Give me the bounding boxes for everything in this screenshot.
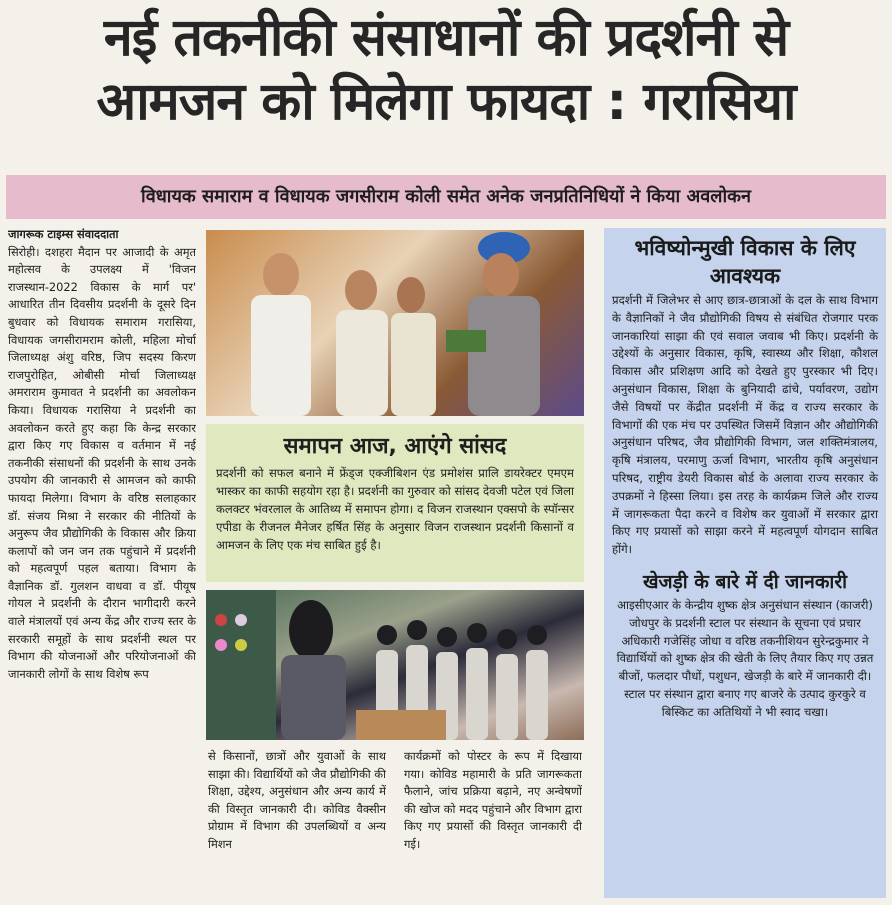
headline-line-1: नई तकनीकी संसाधानों की प्रदर्शनी से <box>103 8 789 68</box>
future-box-body: प्रदर्शनी में जिलेभर से आए छात्र-छात्राओं के दल के साथ विभाग के वैज्ञानिकों ने जैव प्रौद्योगिकी विषय से संबंधित रोजगार परक जानकारियां साझा की एवं सवाल जवाब भी किए। प्रदर्शनी के उद्देश्यों के अनुसार विकास, कृषि, स्वास्थ्य और शिक्षा, कौशल विकास और प्रशिक्षण आदि को देखते हुए पुरस्कार भी दिए। अनुसंधान विकास, शिक्षा के बुनियादी ढांचे, पर्यावरण, उद्योग जैसे विषयों पर केंद्रीत प्रदर्शनी में केंद्र व राज्य सरकार के विभागों की एक मंच पर उपस्थित जिसमें विज्ञान और औद्योगिकी अनुसंधान परिषद, जैव प्रौद्योगिकी विभाग, जल शक्तिमंत्रालय, कृषि मंत्रालय, परमाणु ऊर्जा विभाग, भारतीय कृषि अनुसंधान परिषद, राष्ट्रीय डेयरी विकास बोर्ड के अलावा राज्य सरकार के उपक्रमों ने हिस्सा लिया। इस तरह के कार्यक्रम जिले और राज्य में जागरूकता पैदा करने व विशेष कर युवाओं में सरकार द्वारा किए गए प्रयासों को साझा करने में महत्वपूर्ण योगदान साबित होंगे। <box>612 293 878 557</box>
closing-ceremony-box <box>206 424 584 582</box>
middle-column-b: कार्यक्रमों को पोस्टर के रूप में दिखाया गया। कोविड महामारी के प्रति जागरूकता फैलाने, जांच प्रक्रिया बढ़ाने, नए अन्वेषणों की खोज को मदद पहुंचाने और विभाग द्वारा किए गए प्रयासों की विस्तृत जानकारी दी गई। <box>404 749 582 851</box>
byline: जागरूक टाइम्स संवाददाता <box>8 227 119 241</box>
future-box-title: भविष्योन्मुखी विकास के लिए आवश्यक <box>634 236 856 288</box>
khejri-body: आइसीएआर के केन्द्रीय शुष्क क्षेत्र अनुसंधान संस्थान (काजरी) जोधपुर के प्रदर्शनी स्टाल पर संस्थान के सूचना एवं प्रचार अधिकारी गजेसिंह जोधा व वरिष्ठ तकनीशियन सुरेन्द्रकुमार ने विद्यार्थियों को शुष्क क्षेत्र की खेती के लिए तैयार किए गए उन्नत बीजों, फलदार पौधों, पशुधन, खेजड़ी के बारे में जानकारी दी। स्टाल पर संस्थान द्वारा बनाए गए बाजरे के उत्पाद कुरकुरे व बिस्किट का अतिथियों ने भी स्वाद चखा। <box>616 597 874 719</box>
photo-students-at-stall <box>206 590 584 740</box>
left-column-body: सिरोही। दशहरा मैदान पर आजादी के अमृत महोत्सव के उपलक्ष्य में 'विजन राजस्थान-2022 विकास के मार्ग पर' आधारित तीन दिवसीय प्रदर्शनी के दूसरे दिन बुधवार को विधायक समाराम गरासिया, विधायक जगसीरामराम कोली, महिला मोर्चा जिलाध्यक्ष अंशु वरिष्ठ, जिप सदस्य किरण राजपुरोहित, ओबीसी मोर्चा जिलाध्यक्ष अमराराम कुमावत ने प्रदर्शनी का अवलोकन किया। विधायक गरासिया ने प्रदर्शनी का अवलोकन करते हुए कहा कि केन्द्र सरकार द्वारा किए गए विकास व वर्तमान में नई तकनीकी संसाधनों की प्रदर्शनी के साथ उनके उपयोग की जानकारी से आमजन को काफी फायदा मिलेगा। विभाग के वरिष्ठ सलाहकार डॉ. संजय मिश्रा ने सरकार की नीतियों के अनुरूप जैव प्रौद्योगिकी के विकास और क्रिया कलापों को जन जन तक पहुंचाने में प्रदर्शनी को महत्वपूर्ण पहल बताया। विभाग के वैज्ञानिक डॉ. गुलशन वाधवा व डॉ. पीयूष गोयल ने प्रदर्शनी के दौरान भागीदारी करने वाले मंत्रालयों एवं अन्य केंद्र और राज्य स्तर के सरकारी समूहों के साथ प्रदर्शनी स्थल पर विभाग की योजनाओं और परियोजनाओं की जानकारी लोगों के साथ विशेष रूप <box>8 244 196 681</box>
middle-column-a: से किसानों, छात्रों और युवाओं के साथ साझा की। विद्यार्थियों को जैव प्रौद्योगिकी की शिक्षा, उद्देश्य, अनुसंधान और अन्य कार्य में की विस्तृत जानकारी दी। कोविड वैक्सीन प्रोग्राम में विभाग की उपलब्धियों व अन्य मिशन <box>208 749 386 851</box>
subheadline-banner: विधायक समाराम व विधायक जगसीराम कोली समेत अनेक जनप्रतिनिधियों ने किया अवलोकन <box>6 175 886 219</box>
future-development-box <box>604 228 886 898</box>
left-column-article <box>8 226 196 898</box>
closing-box-title: समापन आज, आएंगे सांसद <box>283 434 507 459</box>
khejri-subtitle: खेजड़ी के बारे में दी जानकारी <box>642 570 848 593</box>
headline <box>10 6 882 134</box>
headline-line-2: आमजन को मिलेगा फायदा : गरासिया <box>96 72 796 132</box>
photo-officials-inspecting <box>206 230 584 416</box>
closing-box-body: प्रदर्शनी को सफल बनाने में फ्रेंड्ज एक्जीबिशन एंड प्रमोशंस प्रालि डायरेक्टर एमएम भास्कर का काफी सहयोग रहा है। प्रदर्शनी का गुरुवार को सांसद देवजी पटेल एवं जिला कलक्टर भंवरलाल के आतिथ्य में समापन होगा। द विजन राजस्थान एक्सपो के स्पॉन्सर एपीडा के रीजनल मैनेजर हर्षित सिंह के अनुसार विजन राजस्थान प्रदर्शनी किसानों व आमजन के लिए एक मंच साबित हुई है। <box>216 466 574 552</box>
